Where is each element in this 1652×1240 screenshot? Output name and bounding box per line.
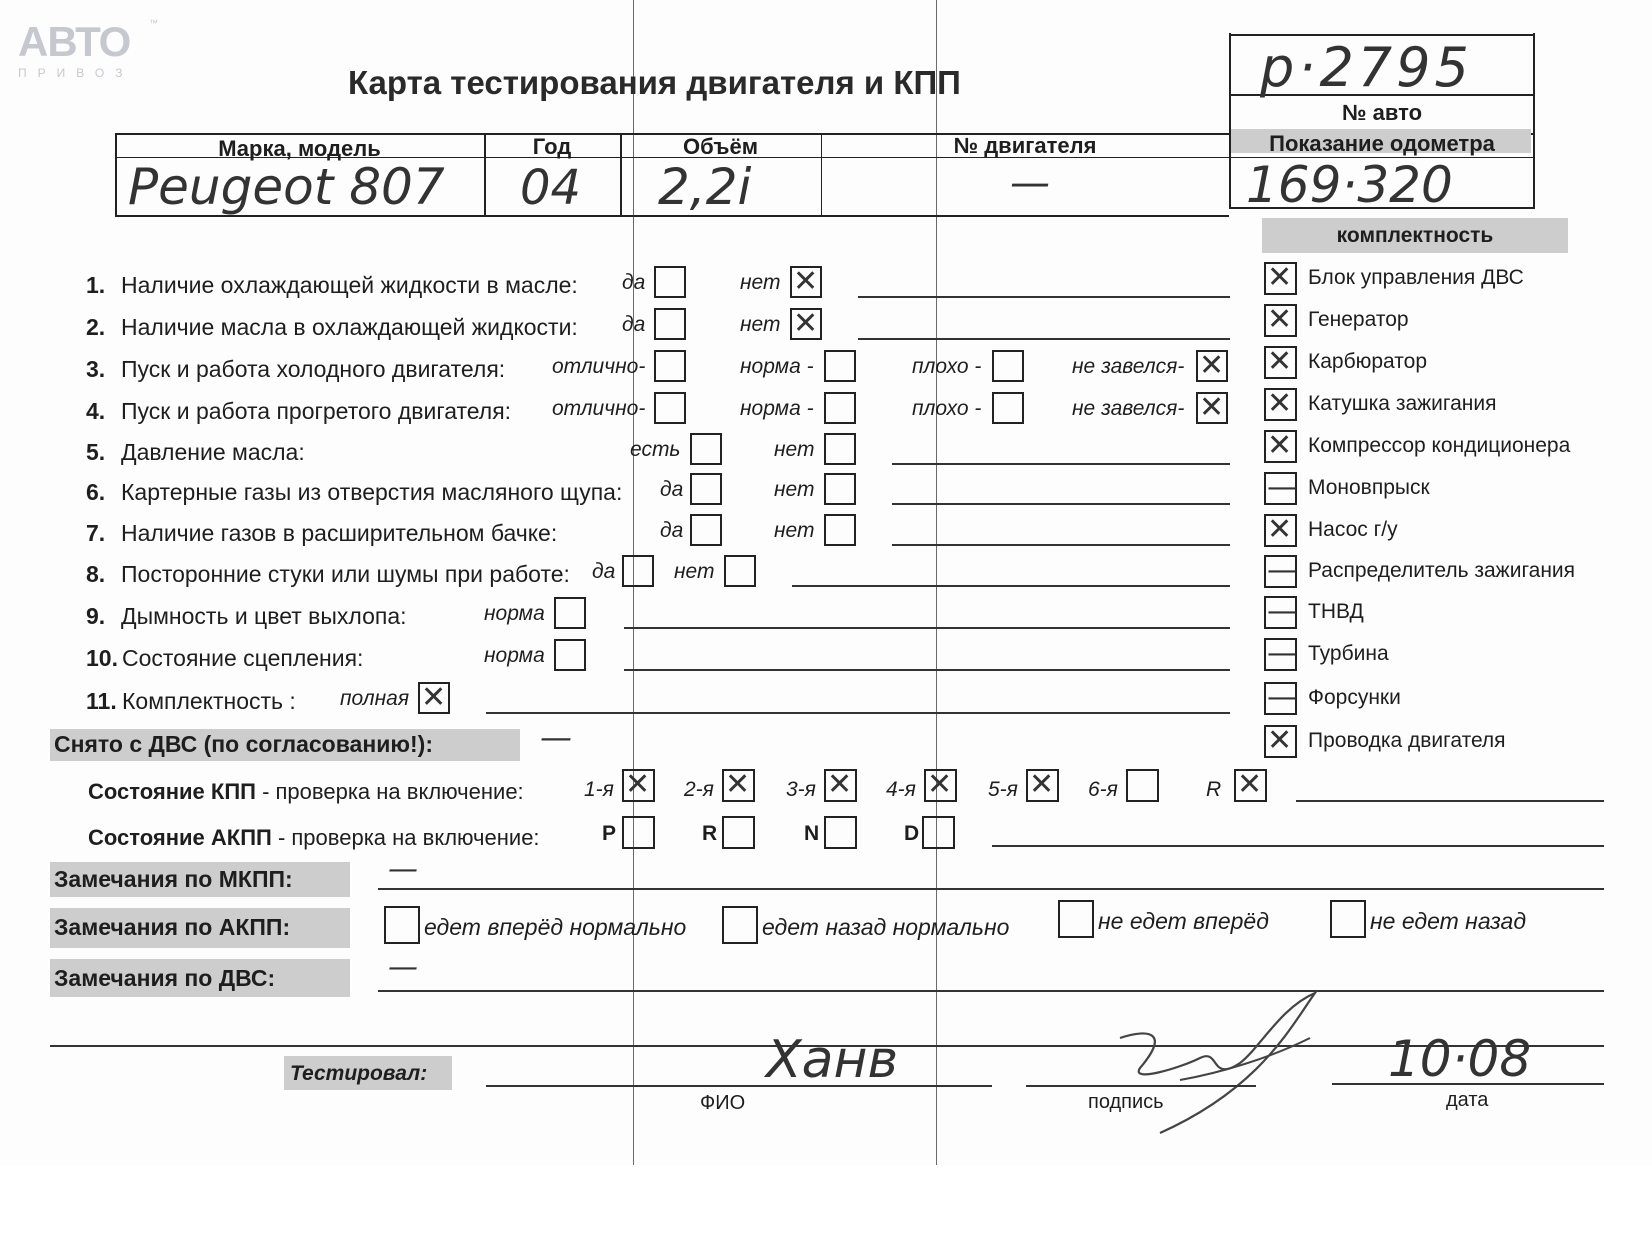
akpp-remark-option-label: едет вперёд нормально [424,914,687,940]
question-option-label: полная [340,687,410,710]
kpp-gear-label: 4-я [886,778,916,801]
auto-number-label: № авто [1341,100,1423,125]
question-number: 10. [86,645,118,671]
kpp-gear-checkbox-mark: ✕ [725,767,751,802]
completeness-item-label: Карбюратор [1308,350,1428,373]
removed-label: Снято с ДВС (по согласованию!): [54,731,433,757]
akpp-remark-option-label: не едет назад [1370,908,1527,934]
question-number: 4. [86,398,106,424]
completeness-item-label: Проводка двигателя [1308,729,1506,752]
question-number: 1. [86,272,106,298]
signature-label: подпись [1088,1091,1164,1113]
question-comment-line [858,338,1230,340]
question-option-label: да [660,519,684,542]
question-number: 6. [86,479,106,505]
completeness-checkbox-mark: ✕ [1267,386,1293,421]
mkpp-remarks-label: Замечания по МКПП: [54,866,293,892]
question-option-label: да [660,478,684,501]
question-text: Наличие охлаждающей жидкости в масле: [121,272,578,298]
question-option-checkbox[interactable] [690,433,722,465]
question-option-label: да [622,271,646,294]
brand-model-value: Peugeot 807 [128,158,445,216]
completeness-checkbox-mark: — [1267,636,1297,671]
auto-number-value: р·2795 [1260,36,1473,99]
question-number: 11. [86,688,117,714]
question-comment-line [858,296,1230,298]
question-comment-line [624,627,1230,629]
question-option-checkbox-mark: ✕ [421,680,447,715]
question-number: 5. [86,439,106,465]
question-option-checkbox[interactable] [654,308,686,340]
question-option-checkbox[interactable] [992,392,1024,424]
question-option-label: да [592,560,616,583]
removed-value: — [540,718,572,756]
kpp-gear-label: 5-я [988,778,1018,801]
akpp-position-checkbox[interactable] [622,816,655,849]
question-text: Состояние сцепления: [122,645,364,671]
year-value: 04 [520,160,582,216]
volume-label: Объём [683,134,758,159]
akpp-position-label: R [702,822,718,845]
question-option-label: плохо - [912,397,982,420]
akpp-remarks-label: Замечания по АКПП: [54,914,291,940]
question-option-checkbox-mark: ✕ [1199,348,1225,383]
question-text: Наличие газов в расширительном бачке: [121,520,558,546]
akpp-remark-option-label: не едет вперёд [1098,908,1269,934]
akpp-remark-checkbox[interactable] [384,906,420,944]
question-option-label: нет [774,519,815,542]
question-option-label: отлично- [552,397,646,420]
kpp-gear-checkbox-mark: ✕ [927,767,953,802]
question-comment-line [486,712,1230,714]
kpp-gear-checkbox[interactable] [1126,769,1159,802]
completeness-item-label: Распределитель зажигания [1308,559,1576,582]
kpp-gear-label: 6-я [1088,778,1118,801]
dvs-remarks-value: — [388,950,418,985]
page-title: Карта тестирования двигателя и КПП [348,64,961,101]
question-option-label: нет [774,438,815,461]
completeness-item-label: Катушка зажигания [1308,392,1497,415]
logo-avto-privoz: АВТО ™ ПРИВОЗ [18,18,158,80]
engine-number-label: № двигателя [953,133,1097,158]
question-option-label: норма [484,644,545,667]
completeness-item-label: Блок управления ДВС [1308,266,1524,289]
completeness-checkbox-mark: — [1267,553,1297,588]
kpp-gear-checkbox-mark: ✕ [1237,767,1263,802]
akpp-remark-checkbox[interactable] [1330,900,1366,938]
akpp-position-label: N [804,822,820,845]
question-option-checkbox[interactable] [824,433,856,465]
question-number: 7. [86,520,106,546]
completeness-title: комплектность [1336,224,1494,247]
akpp-remark-option-label: едет назад нормально [762,914,1010,940]
akpp-position-label: P [602,822,617,845]
question-option-label: норма [484,602,545,625]
question-option-checkbox[interactable] [654,266,686,298]
question-number: 8. [86,561,106,587]
question-option-label: норма - [740,355,814,378]
akpp-position-label: D [904,822,920,845]
completeness-checkbox-mark: ✕ [1267,344,1293,379]
completeness-item-label: Турбина [1308,642,1389,665]
question-option-checkbox[interactable] [554,597,586,629]
kpp-gear-label: 2-я [684,778,714,801]
question-text: Пуск и работа холодного двигателя: [121,356,506,382]
kpp-gear-checkbox-mark: ✕ [1029,767,1055,802]
completeness-item-label: Генератор [1308,308,1409,331]
question-text: Давление масла: [121,439,305,465]
question-option-label: нет [740,271,781,294]
question-comment-line [892,503,1230,505]
kpp-gear-checkbox-mark: ✕ [625,767,651,802]
odometer-label: Показание одометра [1269,131,1495,156]
completeness-checkbox-mark: — [1267,470,1297,505]
completeness-item-label: Моновпрыск [1308,476,1430,499]
completeness-checkbox-mark: — [1267,594,1297,629]
volume-value: 2,2i [658,158,752,216]
question-number: 2. [86,314,106,340]
completeness-checkbox-mark: — [1267,680,1297,715]
question-option-checkbox-mark: ✕ [793,306,819,341]
odometer-value: 169·320 [1246,156,1453,214]
question-option-label: норма - [740,397,814,420]
question-comment-line [792,585,1230,587]
kpp-gear-label: 3-я [786,778,816,801]
question-option-label: плохо - [912,355,982,378]
question-option-label: не завелся- [1072,397,1185,420]
engine-number-value: — [1010,160,1050,206]
question-option-checkbox[interactable] [654,350,686,382]
question-comment-line [624,669,1230,671]
akpp-position-checkbox[interactable] [722,816,755,849]
akpp-remark-checkbox[interactable] [722,906,758,944]
question-text: Пуск и работа прогретого двигателя: [121,398,512,424]
completeness-checkbox-mark: ✕ [1267,428,1293,463]
brand-model-label: Марка, модель [218,136,381,161]
date-value: 10·08 [1388,1030,1532,1088]
akpp-position-checkbox[interactable] [824,816,857,849]
fio-label: ФИО [700,1092,746,1114]
kpp-gear-checkbox-mark: ✕ [827,767,853,802]
completeness-item-label: Насос г/у [1308,518,1398,541]
question-option-checkbox-mark: ✕ [1199,390,1225,425]
question-option-checkbox[interactable] [654,392,686,424]
question-option-label: отлично- [552,355,646,378]
mkpp-remarks-value: — [388,852,418,887]
question-option-checkbox[interactable] [724,555,756,587]
question-comment-line [892,544,1230,546]
question-option-checkbox[interactable] [690,514,722,546]
question-option-checkbox[interactable] [690,473,722,505]
completeness-item-label: Форсунки [1308,686,1401,709]
question-option-checkbox[interactable] [824,350,856,382]
date-label: дата [1446,1089,1489,1111]
question-number: 9. [86,603,106,629]
question-comment-line [892,463,1230,465]
question-text: Наличие масла в охлаждающей жидкости: [121,314,578,340]
completeness-checkbox-mark: ✕ [1267,512,1293,547]
kpp-gear-label: R [1206,778,1222,801]
question-option-checkbox[interactable] [992,350,1024,382]
kpp-gear-label: 1-я [584,778,614,801]
completeness-checkbox-mark: ✕ [1267,723,1293,758]
question-option-label: нет [674,560,715,583]
question-text: Комплектность : [122,688,296,714]
question-option-checkbox[interactable] [824,514,856,546]
question-number: 3. [86,356,106,382]
question-text: Посторонние стуки или шумы при работе: [121,561,570,587]
question-option-checkbox[interactable] [554,639,586,671]
question-option-checkbox-mark: ✕ [793,264,819,299]
akpp-remark-checkbox[interactable] [1058,900,1094,938]
question-option-label: да [622,313,646,336]
question-text: Дымность и цвет выхлопа: [121,603,407,629]
question-option-label: есть [630,438,681,461]
question-option-checkbox[interactable] [622,555,654,587]
year-label: Год [532,134,572,159]
question-text: Картерные газы из отверстия масляного щупа: [121,479,623,505]
dvs-remarks-label: Замечания по ДВС: [54,965,276,991]
question-option-label: нет [740,313,781,336]
completeness-item-label: ТНВД [1308,600,1364,623]
question-option-label: нет [774,478,815,501]
question-option-checkbox[interactable] [824,473,856,505]
completeness-checkbox-mark: ✕ [1267,260,1293,295]
akpp-position-checkbox[interactable] [922,816,955,849]
kpp-label: Состояние КПП - проверка на включение: [88,779,524,804]
tester-name-value: Ханв [766,1030,899,1090]
signature-image [1110,988,1320,1138]
akpp-label: Состояние АКПП - проверка на включение: [88,825,540,850]
question-option-label: не завелся- [1072,355,1185,378]
question-option-checkbox[interactable] [824,392,856,424]
tested-label: Тестировал: [290,1062,428,1085]
completeness-item-label: Компрессор кондиционера [1308,434,1571,457]
completeness-checkbox-mark: ✕ [1267,302,1293,337]
